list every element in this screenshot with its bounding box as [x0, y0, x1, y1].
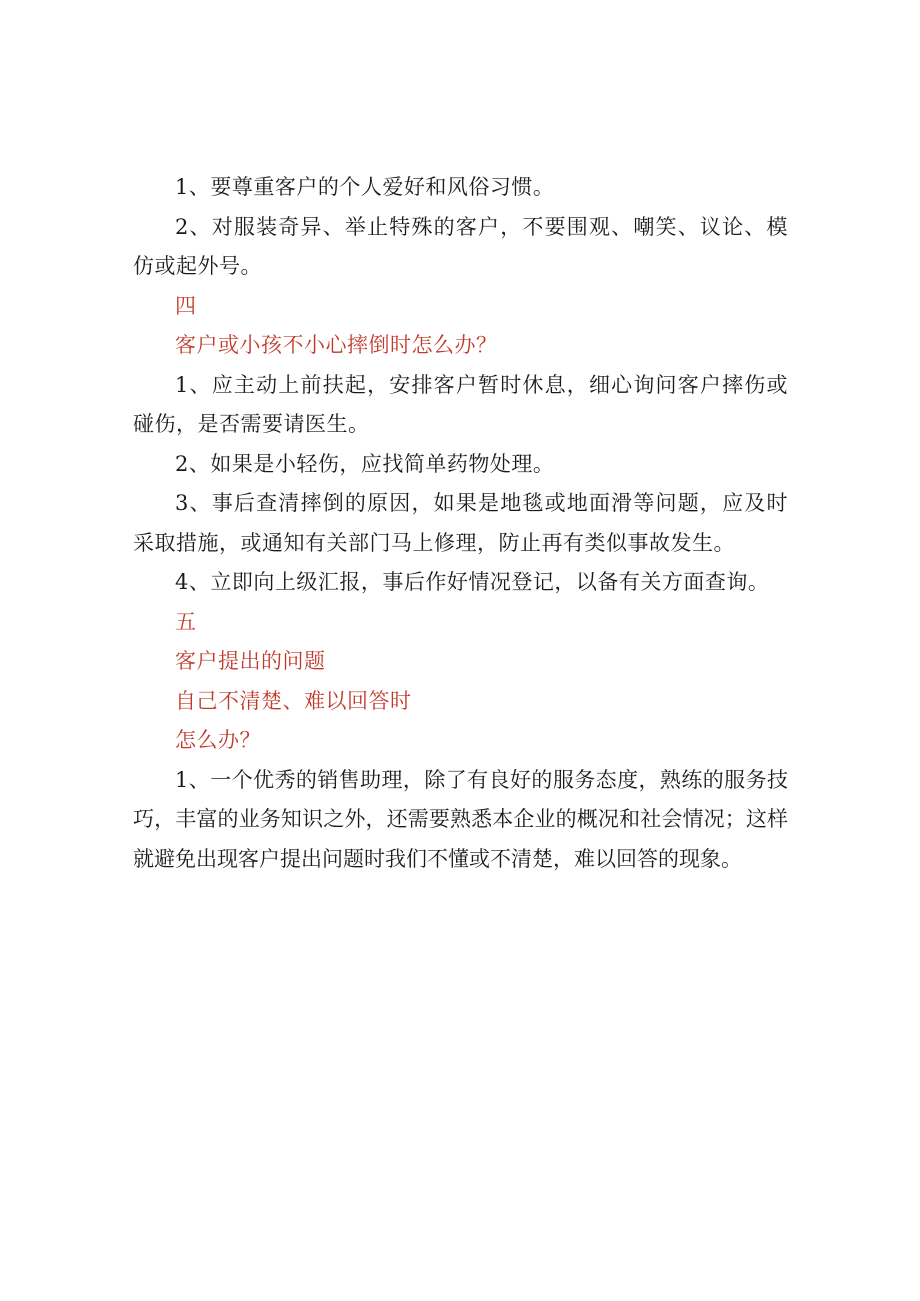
document-body	[133, 168, 788, 879]
paragraph-s4-item-3: 3、事后查清摔倒的原因，如果是地毯或地面滑等问题，应及时采取措施，或通知有关部门马上修理，防止再有类似事故发生。	[133, 491, 788, 555]
paragraph-s4-item-4: 4、立即向上级汇报，事后作好情况登记，以备有关方面查询。	[175, 570, 770, 594]
section-question-4: 客户或小孩不小心摔倒时怎么办？	[175, 333, 498, 357]
section-number-5: 五	[175, 609, 197, 634]
paragraph-s3-item-1: 1、要尊重客户的个人爱好和风俗习惯。	[175, 175, 555, 199]
paragraph-s4-item-2: 2、如果是小轻伤，应找简单药物处理。	[175, 451, 555, 476]
paragraph-s5-item-1: 1、一个优秀的销售助理，除了有良好的服务态度，熟练的服务技巧，丰富的业务知识之外，还需要熟悉本企业的概况和社会情况；这样就避免出现客户提出问题时我们不懂或不清楚，难以回答的现象。	[133, 767, 788, 871]
section-number-4: 四	[175, 293, 197, 318]
paragraph-s4-item-1: 1、应主动上前扶起，安排客户暂时休息，细心询问客户摔伤或碰伤，是否需要请医生。	[133, 372, 788, 436]
section-question-5-line-1: 客户提出的问题	[175, 649, 326, 673]
paragraph-s3-item-2: 2、对服装奇异、举止特殊的客户，不要围观、嘲笑、议论、模仿或起外号。	[133, 214, 788, 278]
section-question-5-line-3: 怎么办？	[175, 728, 261, 752]
section-question-5-line-2: 自己不清楚、难以回答时	[175, 688, 412, 713]
